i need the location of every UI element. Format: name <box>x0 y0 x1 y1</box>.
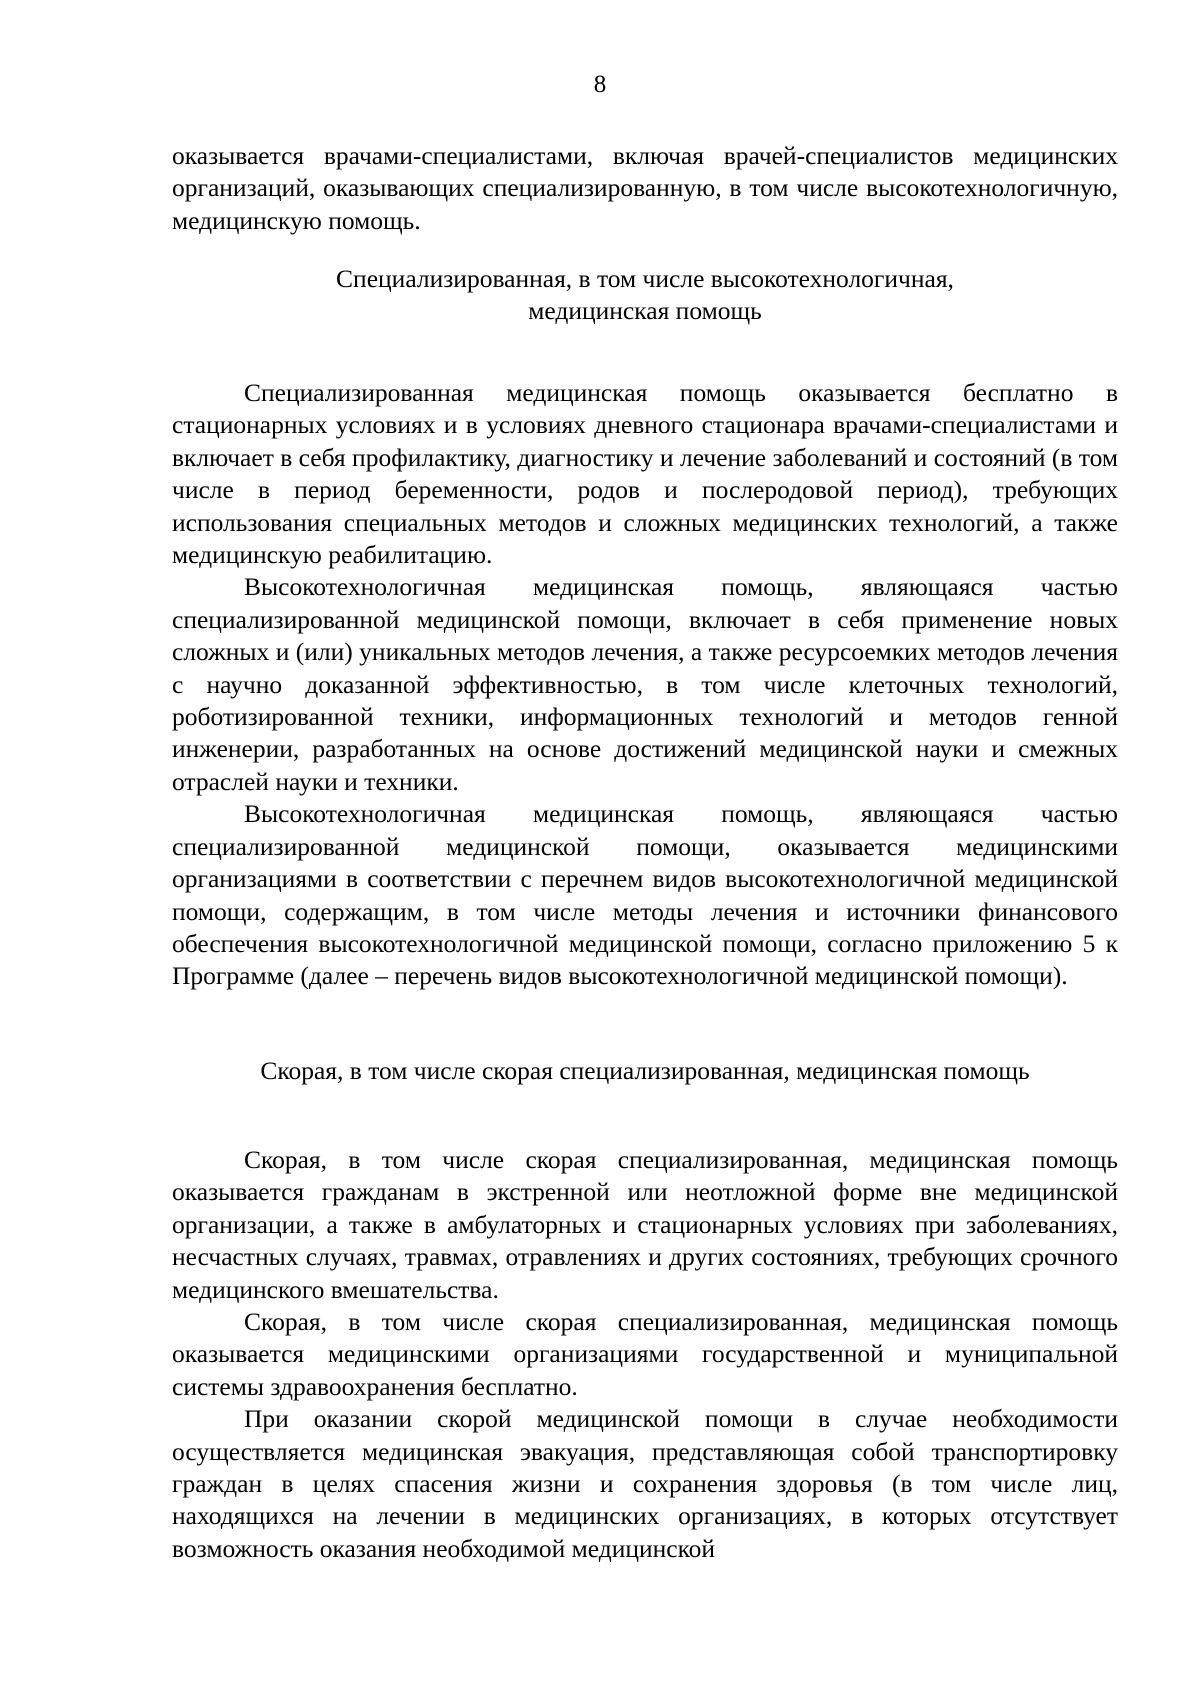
paragraph: Скорая, в том числе скорая специализированная, медицинская помощь оказывается медицинскими организациями государственной и муниципальной системы здравоохранения бесплатно. <box>172 1307 1118 1401</box>
section-heading-line: Специализированная, в том числе высокотехнологичная, <box>336 264 954 293</box>
emergency-body-block <box>172 1144 1118 1565</box>
section-heading-emergency: Скорая, в том числе скорая специализированная, медицинская помощь <box>260 1056 1030 1085</box>
specialized-body-block <box>172 377 1118 993</box>
paragraph: Скорая, в том числе скорая специализированная, медицинская помощь оказывается гражданам в экстренной или неотложной форме вне медицинской организации, а также в амбулаторных и стационарных условиях при заболеваниях, несчастных случаях, травмах, отравлениях и других состояниях, требующих срочного медицинского вмешательства. <box>172 1145 1118 1304</box>
paragraph: При оказании скорой медицинской помощи в случае необходимости осуществляется медицинская эвакуация, представляющая собой транспортировку граждан в целях спасения жизни и сохранения здоровья (в том числе лиц, находящихся на лечении в медицинских организациях, в которых отсутствует возможность оказания необходимой медицинской <box>172 1404 1118 1563</box>
section-heading-line: медицинская помощь <box>528 296 762 326</box>
paragraph: Высокотехнологичная медицинская помощь, являющаяся частью специализированной медицинской помощи, включает в себя применение новых сложных и (или) уникальных методов лечения, а также ресурсоемких методов лечения с научно доказанной эффективностью, в том числе клеточных технологий, роботизированной техники, информационных технологий и методов генной инженерии, разработанных на основе достижений медицинской науки и смежных отраслей науки и техники. <box>172 572 1118 796</box>
specialized-heading-block <box>172 263 1118 328</box>
emergency-heading-block <box>172 1055 1118 1087</box>
intro-block <box>172 140 1118 237</box>
page-number: 8 <box>593 71 607 98</box>
intro-paragraph: оказывается врачами-специалистами, включая врачей-специалистов медицинских организаций, оказывающих специализированную, в том числе высокотехнологичную, медицинскую помощь. <box>172 141 1118 235</box>
paragraph: Специализированная медицинская помощь оказывается бесплатно в стационарных условиях и в условиях дневного стационара врачами-специалистами и включает в себя профилактику, диагностику и лечение заболеваний и состояний (в том числе в период беременности, родов и послеродовой период), требующих использования специальных методов и сложных медицинских технологий, а также медицинскую реабилитацию. <box>172 378 1118 570</box>
paragraph: Высокотехнологичная медицинская помощь, являющаяся частью специализированной медицинской помощи, оказывается медицинскими организациями в соответствии с перечнем видов высокотехнологичной медицинской помощи, содержащим, в том числе методы лечения и источники финансового обеспечения высокотехнологичной медицинской помощи, согласно приложению 5 к Программе (далее – перечень видов высокотехнологичной медицинской помощи). <box>172 799 1118 991</box>
section-heading-specialized <box>172 263 1118 328</box>
